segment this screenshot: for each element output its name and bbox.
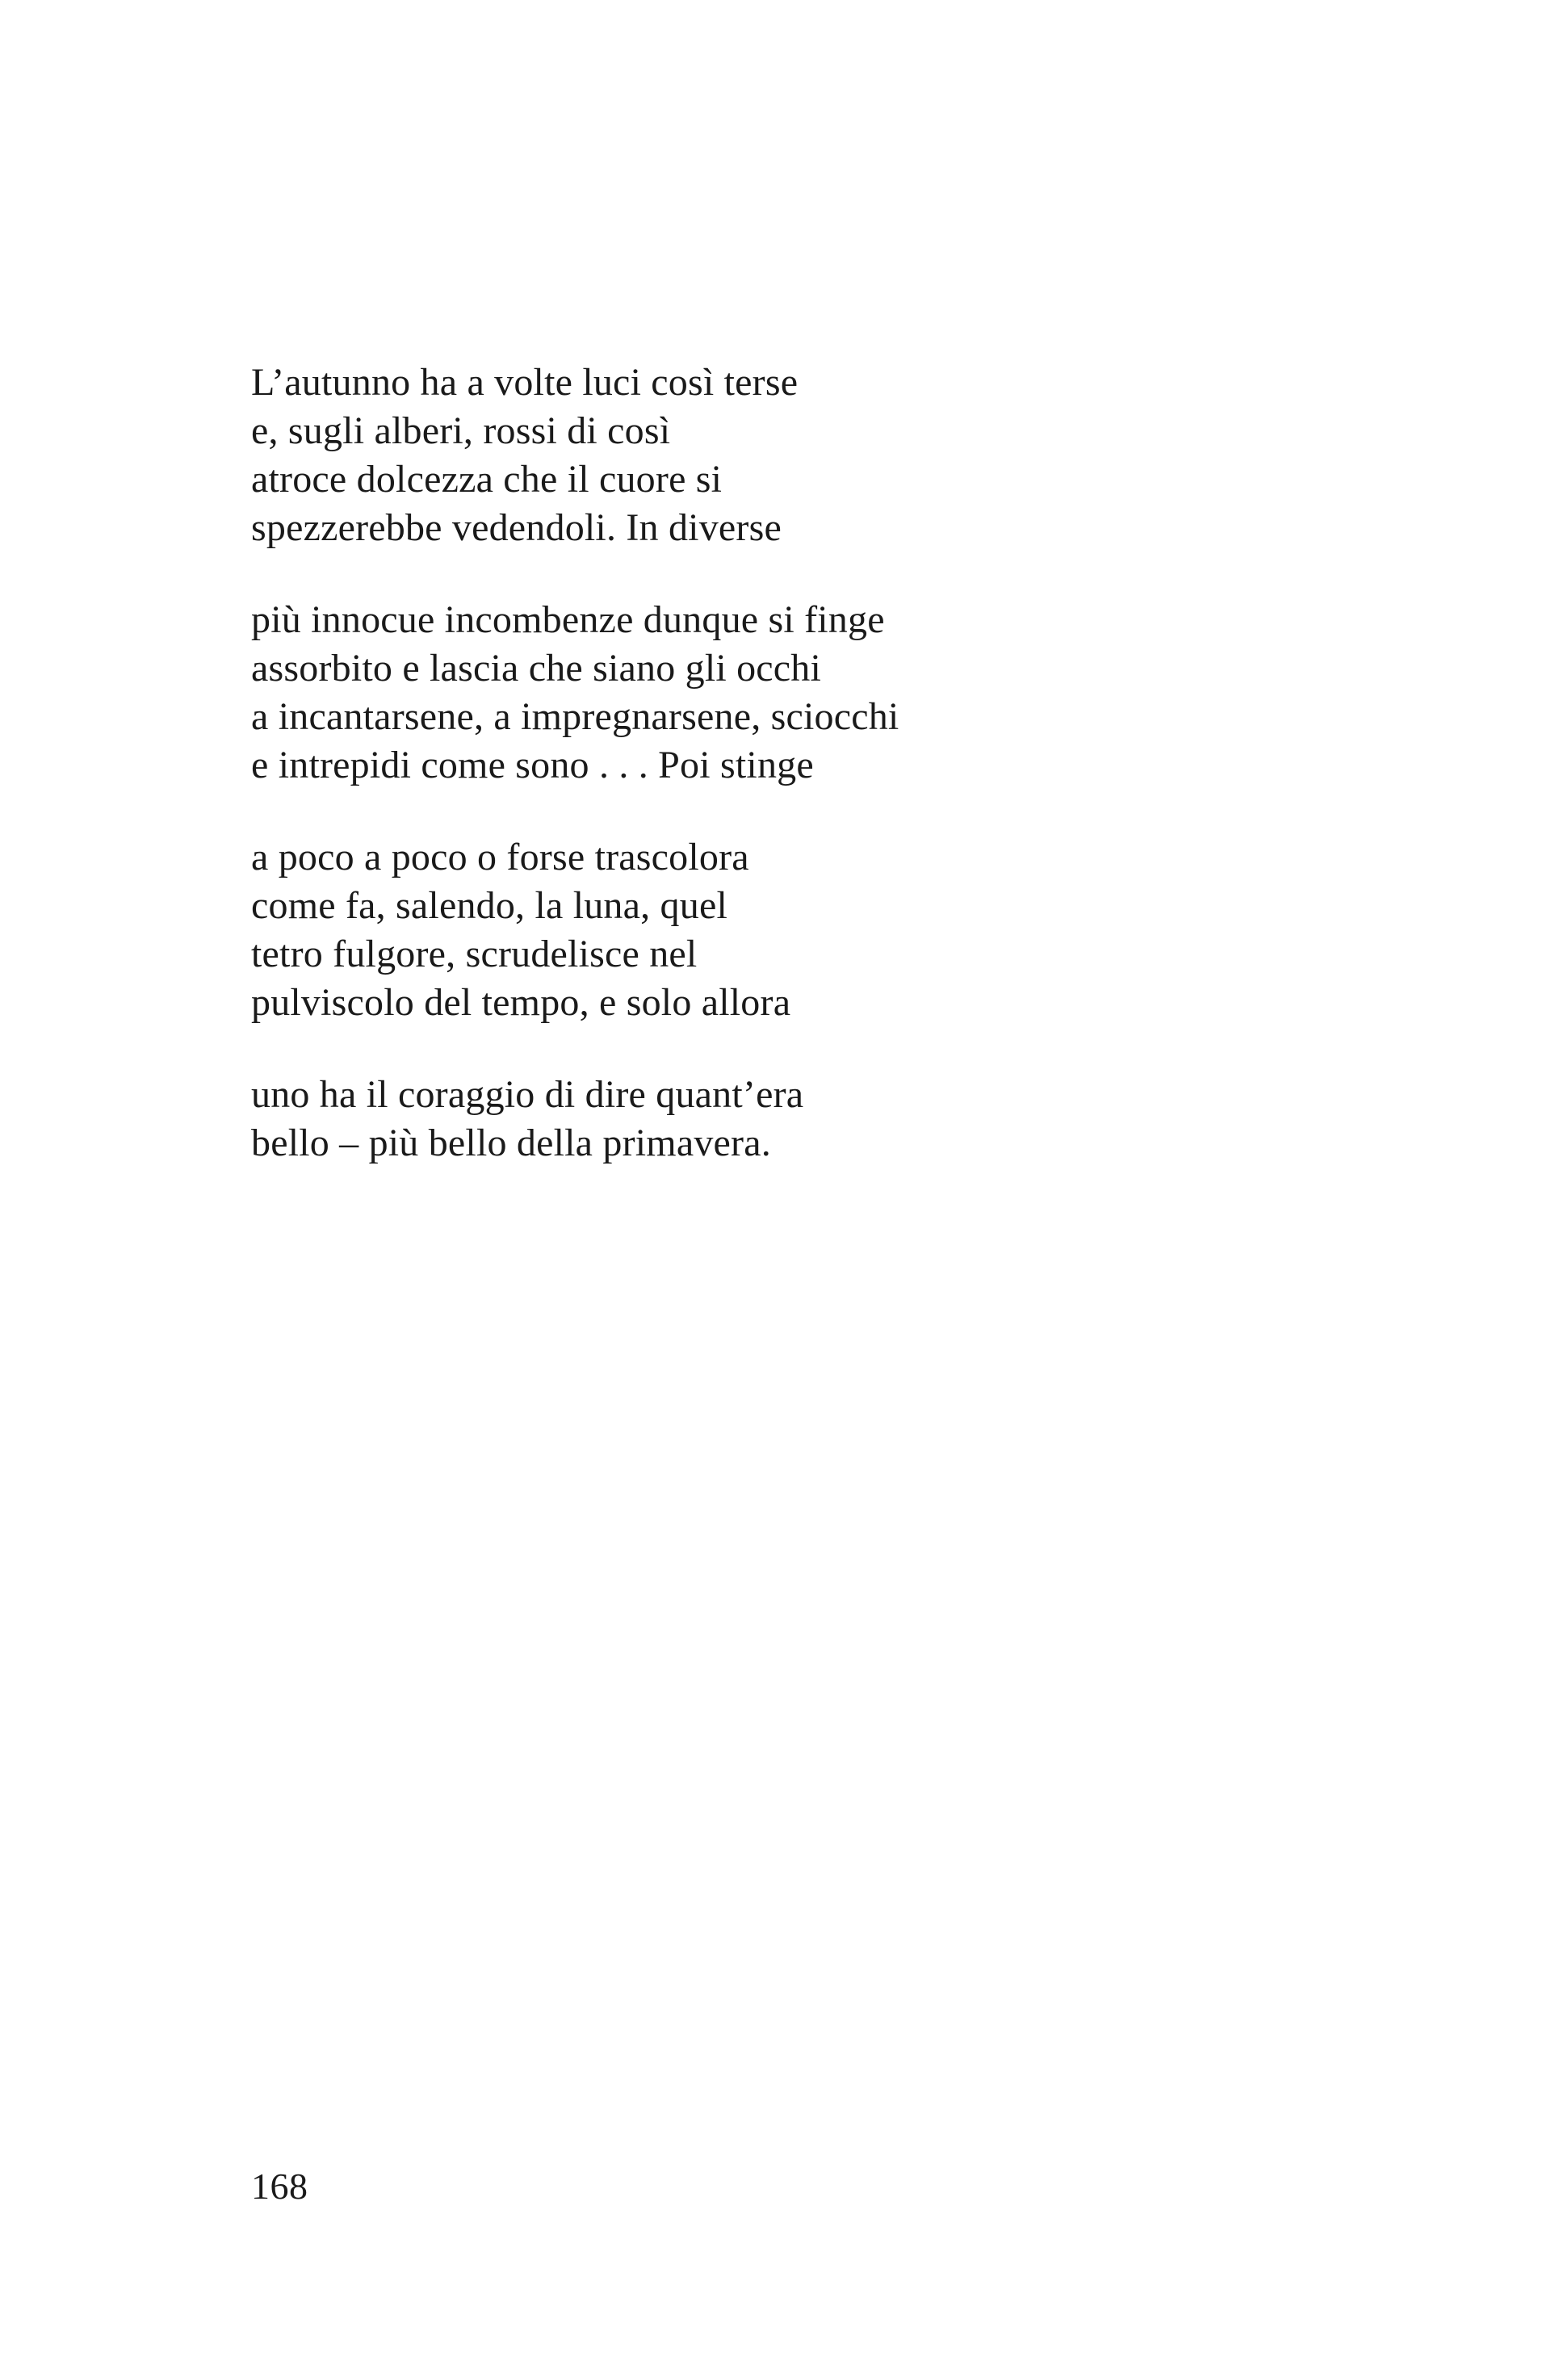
stanza-3	[251, 833, 1381, 1027]
stanza-1	[251, 359, 1381, 552]
page-number: 168	[251, 2166, 308, 2207]
poem-line: L’autunno ha a volte luci così terse	[251, 361, 799, 404]
poem-line: uno ha il coraggio di dire quant’era	[251, 1073, 804, 1116]
poem-line: più innocue incombenze dunque si finge	[251, 598, 885, 641]
poem-line: pulviscolo del tempo, e solo allora	[251, 981, 791, 1024]
poem-line: e, sugli alberi, rossi di così	[251, 409, 671, 452]
poem-line: tetro fulgore, scrudelisce nel	[251, 933, 698, 975]
stanza-2	[251, 596, 1381, 790]
poem-line: e intrepidi come sono . . . Poi stinge	[251, 744, 814, 786]
poem-line: bello – più bello della primavera.	[251, 1122, 771, 1164]
poem-line: assorbito e lascia che siano gli occhi	[251, 647, 822, 690]
stanza-4	[251, 1071, 1381, 1168]
poem-line: atroce dolcezza che il cuore si	[251, 458, 723, 501]
poem	[251, 359, 1381, 1211]
poem-line: spezzerebbe vedendoli. In diverse	[251, 506, 782, 549]
poem-line: a poco a poco o forse trascolora	[251, 836, 749, 878]
poem-line: a incantarsene, a impregnarsene, sciocchi	[251, 695, 899, 738]
poem-line: come fa, salendo, la luna, quel	[251, 884, 727, 927]
